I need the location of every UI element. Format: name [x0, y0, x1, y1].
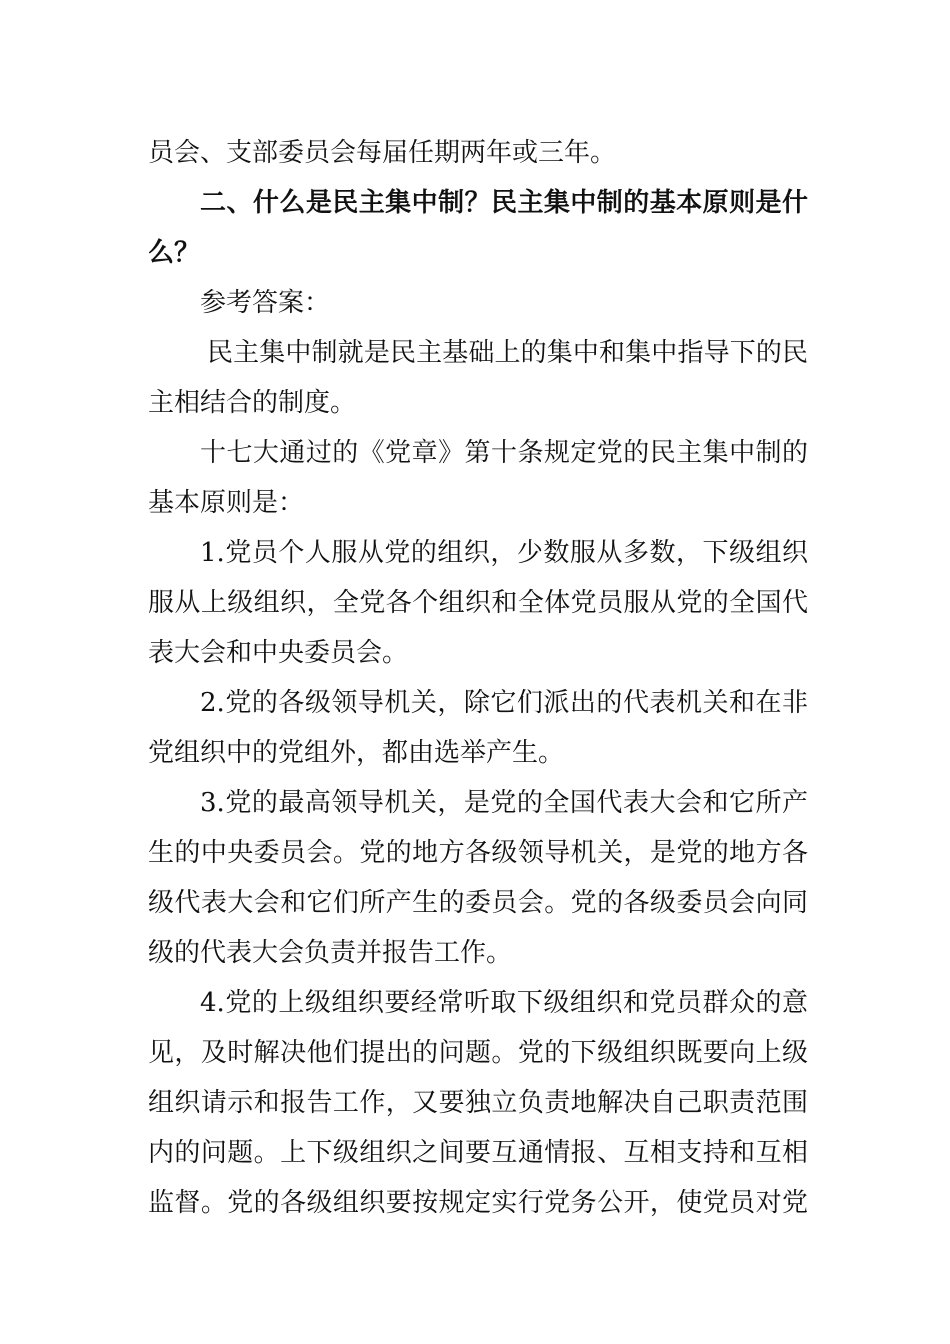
text-line: 基本原则是： [148, 488, 305, 518]
text-line: 十七大通过的《党章》第十条规定党的民主集中制的 [200, 438, 808, 468]
text-line: 服从上级组织，全党各个组织和全体党员服从党的全国代 [148, 588, 808, 618]
text-line: 党组织中的党组外，都由选举产生。 [148, 738, 565, 768]
text-line: 员会、支部委员会每届任期两年或三年。 [148, 138, 617, 168]
section-heading: 二、什么是民主集中制？民主集中制的基本原则是什 [200, 188, 808, 218]
text-line: 见，及时解决他们提出的问题。党的下级组织既要向上级 [148, 1038, 808, 1068]
text-line: 内的问题。上下级组织之间要互通情报、互相支持和互相 [148, 1138, 808, 1168]
text-line: 民主集中制就是民主基础上的集中和集中指导下的民 [207, 338, 808, 368]
text-line: 生的中央委员会。党的地方各级领导机关，是党的地方各 [148, 838, 808, 868]
list-item-4: 4.党的上级组织要经常听取下级组织和党员群众的意 [200, 988, 808, 1018]
text-line: 级代表大会和它们所产生的委员会。党的各级委员会向同 [148, 888, 808, 918]
text-line: 监督。党的各级组织要按规定实行党务公开，使党员对党 [148, 1188, 808, 1218]
list-item-1: 1.党员个人服从党的组织，少数服从多数，下级组织 [200, 538, 808, 568]
answer-label: 参考答案： [200, 288, 331, 318]
list-item-3: 3.党的最高领导机关，是党的全国代表大会和它所产 [200, 788, 808, 818]
text-line: 主相结合的制度。 [148, 388, 357, 418]
section-heading-continued: 么？ [148, 238, 201, 268]
text-line: 组织请示和报告工作，又要独立负责地解决自己职责范围 [148, 1088, 808, 1118]
list-item-2: 2.党的各级领导机关，除它们派出的代表机关和在非 [200, 688, 808, 718]
text-line: 级的代表大会负责并报告工作。 [148, 938, 513, 968]
text-line: 表大会和中央委员会。 [148, 638, 409, 668]
